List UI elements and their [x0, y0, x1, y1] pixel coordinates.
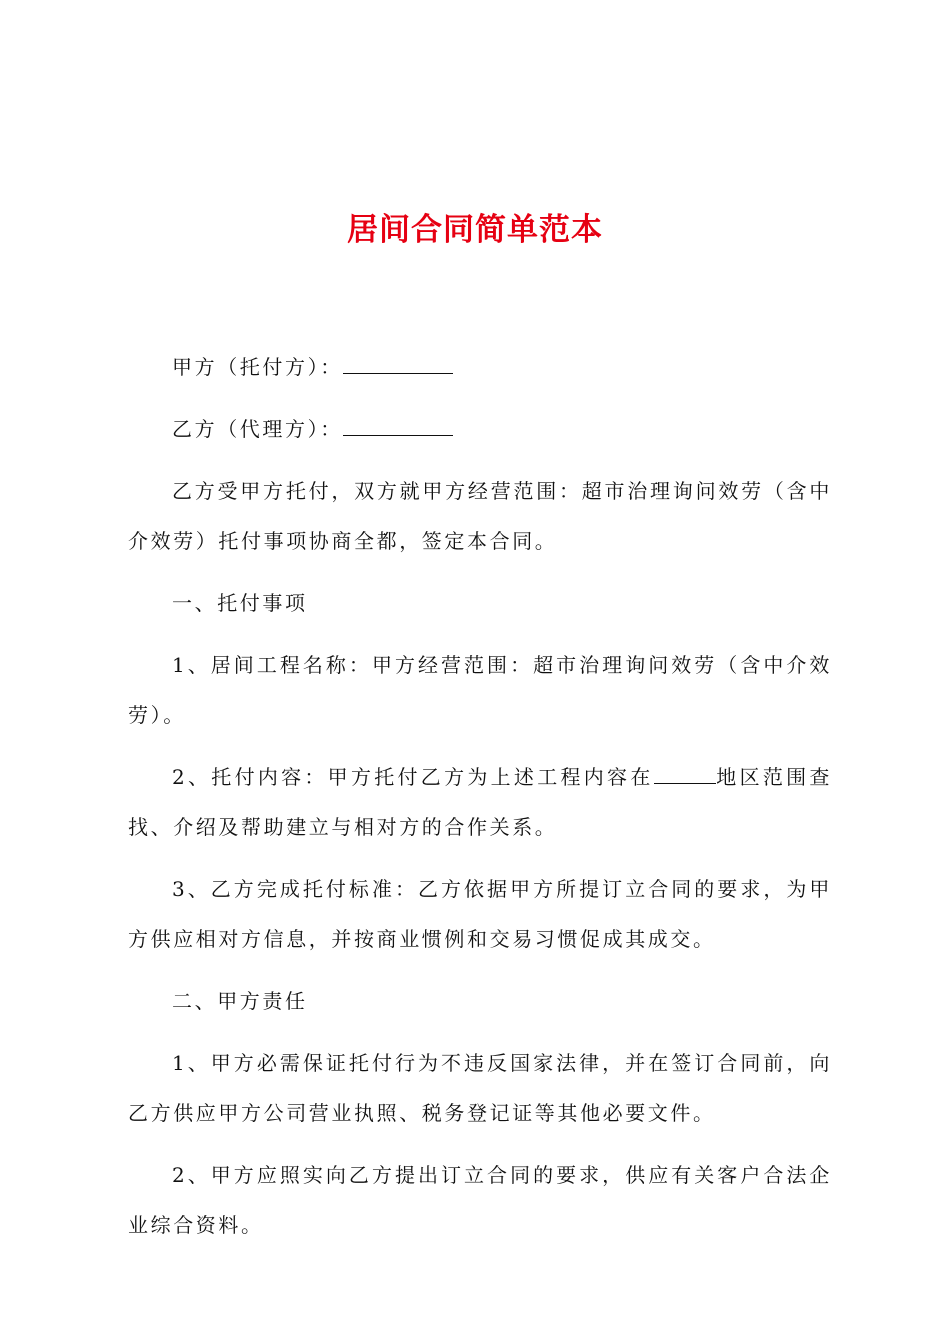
section-2-item-1: 1、甲方必需保证托付行为不违反国家法律，并在签订合同前，向乙方供应甲方公司营业执照、税务登记证等其他必要文件。: [128, 1051, 832, 1125]
document-title: 居间合同简单范本: [347, 212, 603, 248]
item-2-text-before: 2、托付内容：甲方托付乙方为上述工程内容在: [172, 765, 654, 789]
document-body: [128, 342, 832, 1250]
section-1-item-1: 1、居间工程名称：甲方经营范围：超市治理询问效劳（含中介效劳）。: [128, 653, 832, 727]
party-b-blank: [343, 413, 453, 436]
section-1-item-2: [128, 752, 832, 852]
section-2-item-2: 2、甲方应照实向乙方提出订立合同的要求，供应有关客户合法企业综合资料。: [128, 1163, 832, 1237]
item-2-text-after: 地区范围查找、介绍及帮助建立与相对方的合作关系。: [128, 765, 833, 839]
intro-paragraph: 乙方受甲方托付，双方就甲方经营范围：超市治理询问效劳（含中介效劳）托付事项协商全都，签定本合同。: [128, 479, 832, 553]
section-1-item-3: 3、乙方完成托付标准：乙方依据甲方所提订立合同的要求，为甲方供应相对方信息，并按商业惯例和交易习惯促成其成交。: [128, 877, 832, 951]
party-b-line: [128, 404, 832, 454]
region-blank: [654, 761, 716, 784]
section-1-heading: 一、托付事项: [172, 591, 308, 615]
party-a-blank: [343, 351, 453, 374]
section-2-heading: 二、甲方责任: [172, 989, 308, 1013]
party-a-label: 甲方（托付方）：: [172, 355, 343, 379]
party-b-label: 乙方（代理方）：: [172, 417, 343, 441]
party-a-line: [128, 342, 832, 392]
